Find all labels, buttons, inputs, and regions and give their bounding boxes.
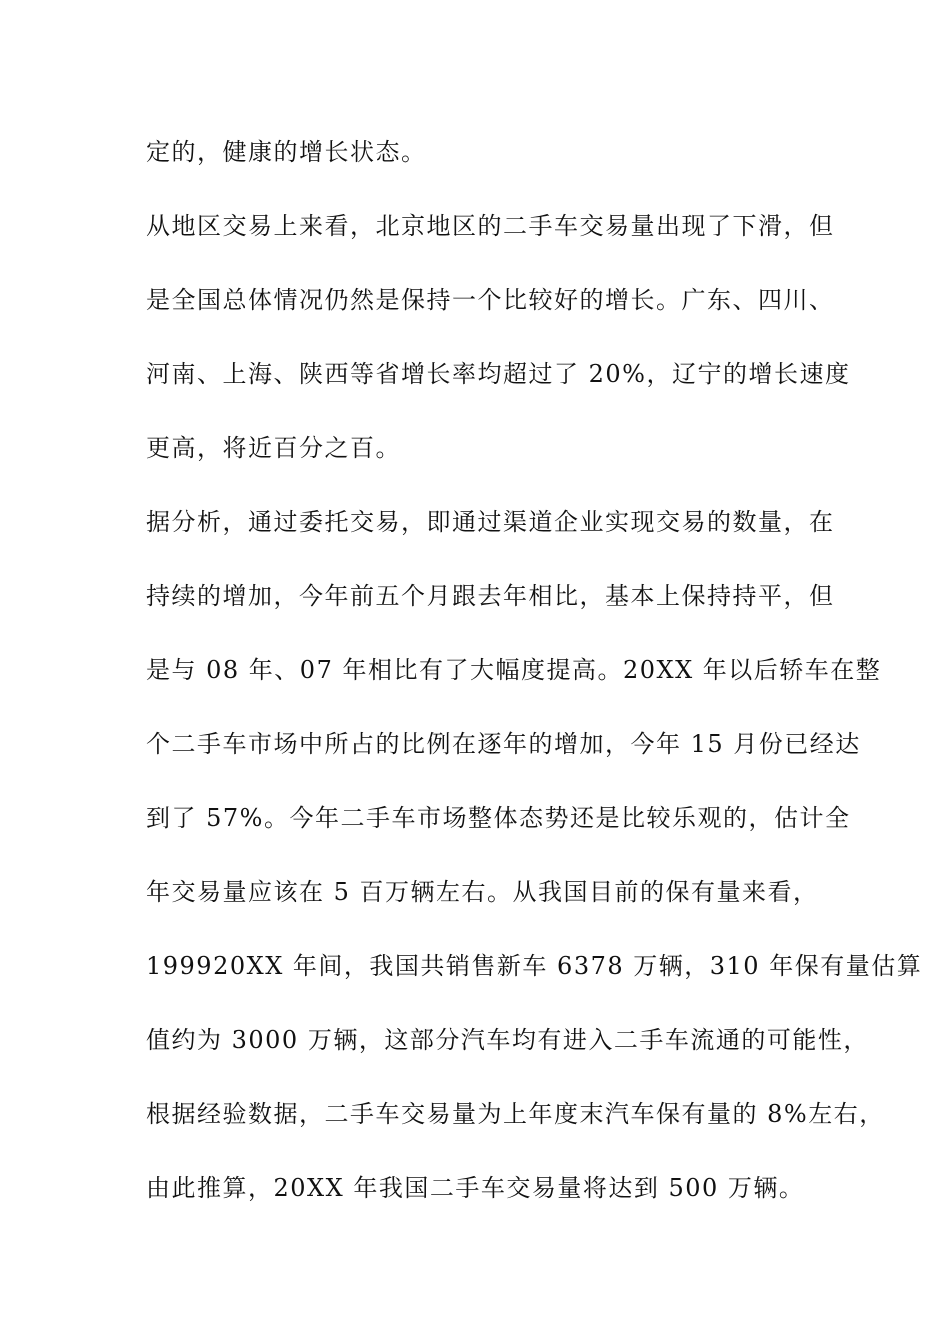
text-line: 199920XX 年间，我国共销售新车 6378 万辆，310 年保有量估算 xyxy=(146,952,923,980)
text-line: 年交易量应该在 5 百万辆左右。从我国目前的保有量来看， xyxy=(146,878,819,906)
text-line: 从地区交易上来看，北京地区的二手车交易量出现了下滑，但 xyxy=(146,212,835,240)
text-line: 根据经验数据，二手车交易量为上年度末汽车保有量的 8%左右， xyxy=(146,1100,885,1128)
text-line: 到了 57%。今年二手车市场整体态势还是比较乐观的，估计全 xyxy=(146,804,851,832)
text-line: 定的，健康的增长状态。 xyxy=(146,138,427,166)
text-line: 由此推算，20XX 年我国二手车交易量将达到 500 万辆。 xyxy=(146,1174,805,1202)
text-line: 据分析，通过委托交易，即通过渠道企业实现交易的数量，在 xyxy=(146,508,835,536)
text-line: 持续的增加，今年前五个月跟去年相比，基本上保持持平，但 xyxy=(146,582,835,610)
text-line: 是全国总体情况仍然是保持一个比较好的增长。广东、四川、 xyxy=(146,286,835,314)
text-line: 值约为 3000 万辆，这部分汽车均有进入二手车流通的可能性， xyxy=(146,1026,869,1054)
text-line: 个二手车市场中所占的比例在逐年的增加，今年 15 月份已经达 xyxy=(146,730,861,758)
text-line: 河南、上海、陕西等省增长率均超过了 20%，辽宁的增长速度 xyxy=(146,360,851,388)
text-line: 是与 08 年、07 年相比有了大幅度提高。20XX 年以后轿车在整 xyxy=(146,656,882,684)
text-line: 更高，将近百分之百。 xyxy=(146,434,401,462)
